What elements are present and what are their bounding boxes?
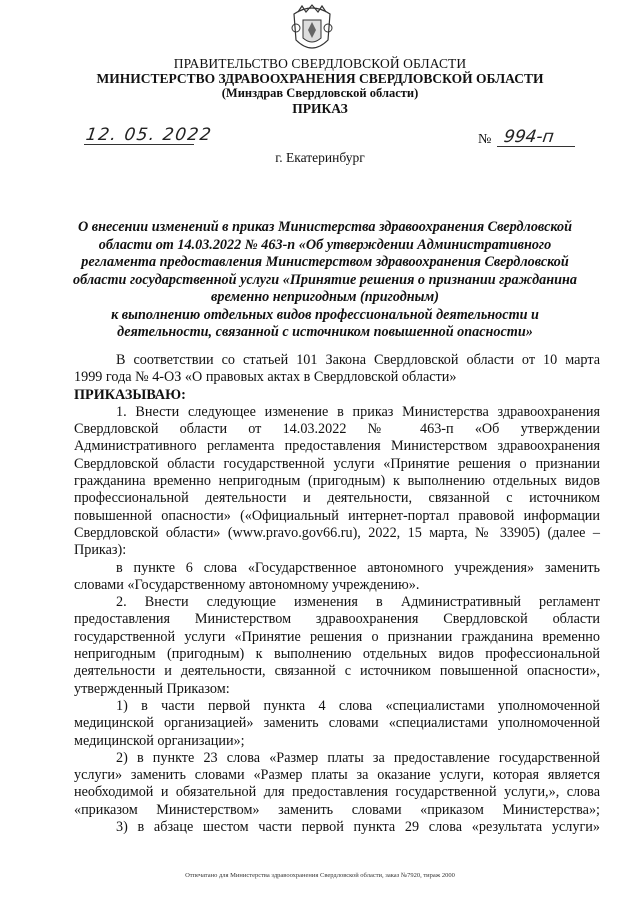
body-line: Административного регламента предоставления Министерством здравоохранения: [74, 438, 600, 455]
body-line: медицинской организации»;: [74, 732, 245, 749]
title-line: области от 14.03.2022 № 463-п «Об утверждении Административного: [98, 236, 552, 253]
body-line: 1999 года № 4-ОЗ «О правовых актах в Свердловской области»: [74, 369, 457, 386]
handwritten-date: 12. 05. 2022: [84, 125, 214, 145]
body-line: профессиональной деятельности и деятельности, связанной с источником: [74, 490, 600, 507]
body-line: непригодным (пригодным) к выполнению отдельных видов профессиональной: [74, 646, 600, 663]
body-line: 2) в пункте 23 слова «Размер платы за предоставление государственной: [116, 749, 600, 766]
ministry-name: МИНИСТЕРСТВО ЗДРАВООХРАНЕНИЯ СВЕРДЛОВСКОЙ ОБЛАСТИ: [96, 71, 544, 86]
print-footer: Отпечатано для Министерства здравоохранения Свердловской области, заказ №7920, тираж 2000: [185, 872, 455, 879]
body-line: предоставления Министерством здравоохранения Свердловской области: [74, 611, 600, 628]
coat-of-arms-emblem: [288, 4, 336, 56]
title-line: временно непригодным (пригодным): [211, 289, 439, 305]
body-line: утвержденный Приказом:: [74, 680, 230, 697]
body-line: 1) в части первой пункта 4 слова «специалистами уполномоченной: [116, 697, 600, 714]
order-body: [74, 352, 600, 836]
body-line: словами «Государственному автономному учреждению».: [74, 576, 420, 593]
body-line: медицинской организацией» заменить словами «специалистами уполномоченной: [74, 715, 600, 732]
handwritten-number: 994-п: [502, 127, 556, 147]
document-type: ПРИКАЗ: [292, 101, 348, 116]
body-line: гражданина временно непригодным (пригодным) к выполнению отдельных видов: [74, 473, 600, 490]
body-line: 3) в абзаце шестом части первой пункта 29 слова «результата услуги»: [116, 819, 600, 836]
city: г. Екатеринбург: [275, 150, 365, 165]
body-line: в пункте 6 слова «Государственное автономного учреждения» заменить: [116, 559, 600, 576]
number-label: №: [478, 132, 492, 147]
number-underline: [497, 146, 575, 147]
body-line: необходимой и обязательной для предоставления государственной услуги,», слова: [74, 784, 600, 801]
body-line: 2. Внести следующие изменения в Административный регламент: [116, 594, 600, 611]
title-line: регламента предоставления Министерством здравоохранения Свердловской: [81, 254, 569, 270]
date-underline: [84, 144, 194, 145]
order-keyword: ПРИКАЗЫВАЮ:: [74, 386, 186, 403]
order-title: [60, 219, 590, 342]
body-line: 1. Внести следующее изменение в приказ Министерства здравоохранения: [116, 403, 600, 420]
title-line: деятельности, связанной с источником повышенной опасности»: [117, 324, 533, 340]
body-line: В соответствии со статьей 101 Закона Свердловской области от 10 марта: [116, 352, 600, 368]
ministry-short-name: (Минздрав Свердловской области): [221, 86, 419, 100]
body-line: Свердловской области государственной услуги «Принятие решения о признании: [74, 455, 600, 472]
body-line: Свердловской области от 14.03.2022 № 463-п «Об утверждении: [74, 421, 600, 438]
body-line: Приказ):: [74, 542, 127, 559]
title-line: О внесении изменений в приказ Министерства здравоохранения Свердловской: [77, 219, 573, 235]
title-line: к выполнению отдельных видов профессиональной деятельности и: [111, 306, 539, 323]
body-line: Свердловской области» (www.pravo.gov66.ru), 2022, 15 марта, № 33905) (далее –: [74, 524, 600, 541]
body-line: повышенной опасности» («Официальный интернет-портал правовой информации: [74, 507, 600, 524]
title-line: области государственной услуги «Принятие решения о признании гражданина: [73, 271, 577, 288]
body-line: деятельности и деятельности, связанной с источником повышенной опасности»,: [74, 663, 600, 680]
government-name: ПРАВИТЕЛЬСТВО СВЕРДЛОВСКОЙ ОБЛАСТИ: [173, 56, 467, 71]
body-line: «приказом Министерством» заменить словами «приказом Министерства»;: [74, 801, 600, 818]
body-line: государственной услуги «Принятие решения о признании гражданина временно: [74, 628, 600, 645]
body-line: услуги» заменить словами «Размер платы за оказание услуги, которая является: [74, 767, 600, 784]
